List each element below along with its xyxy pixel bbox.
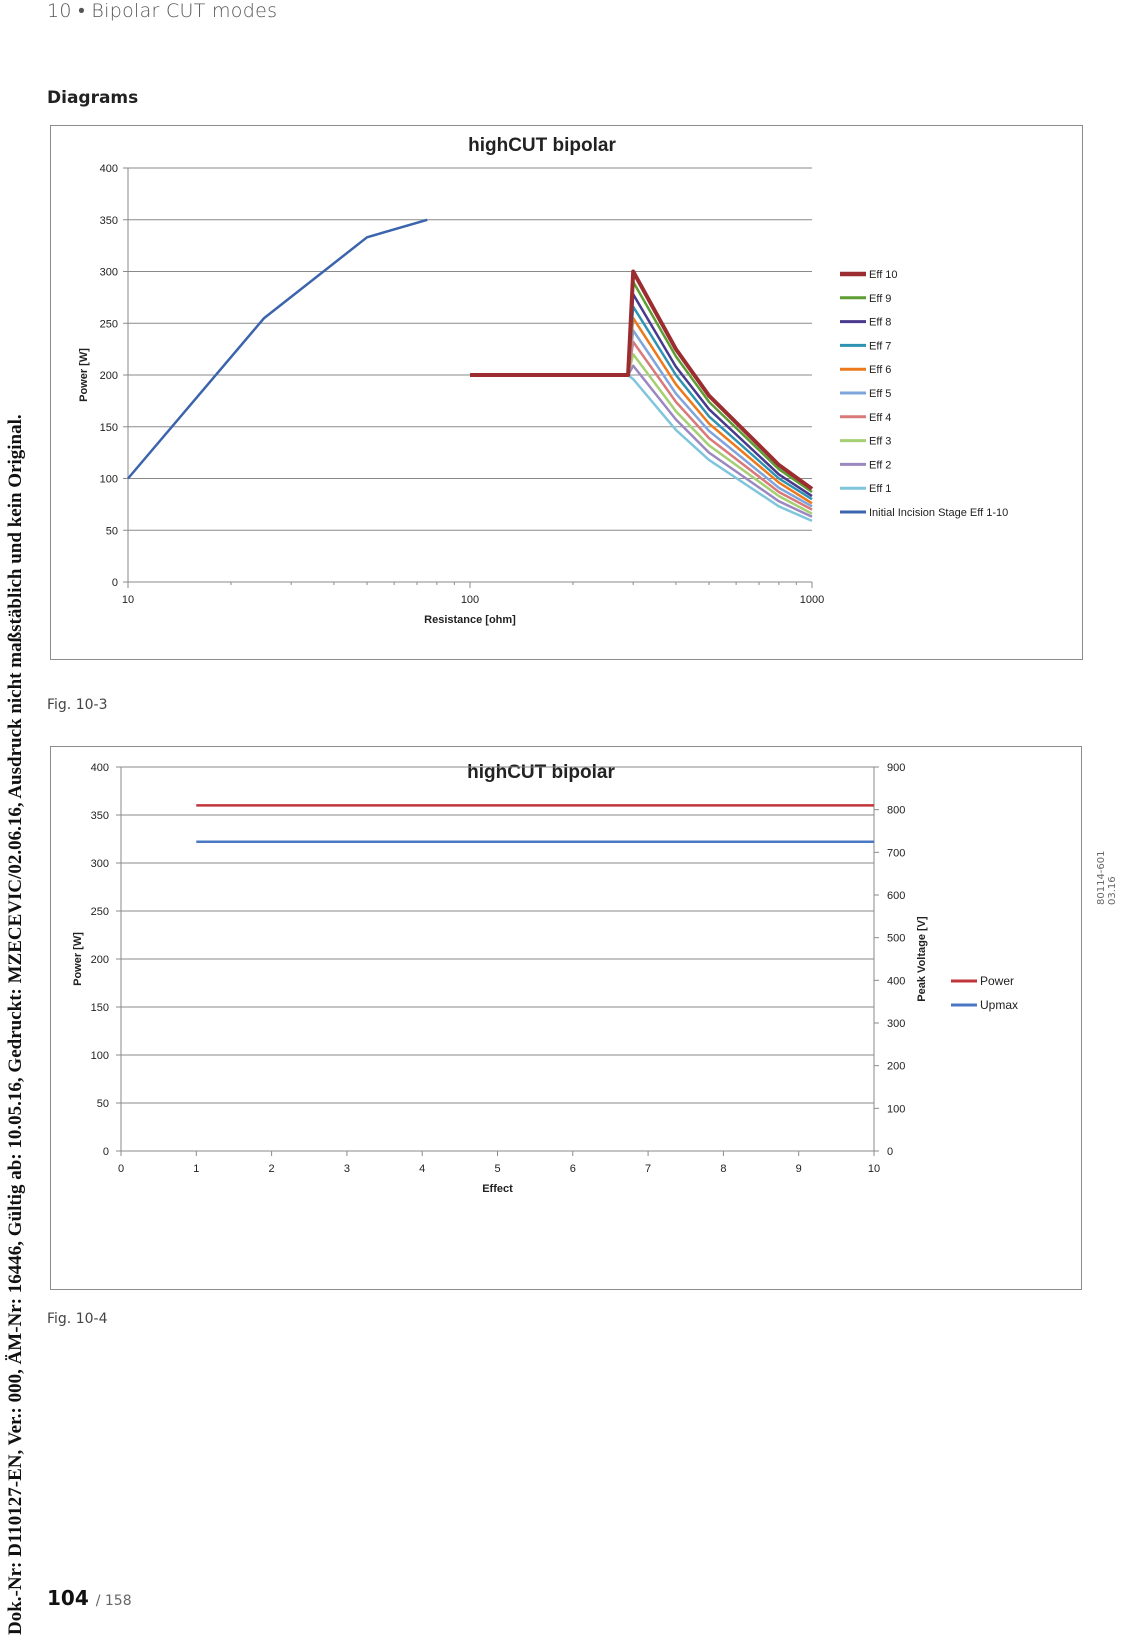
y-tick-label: 100 (99, 473, 118, 486)
y2-tick-label: 600 (887, 890, 906, 902)
x-tick-label: 1000 (799, 594, 825, 606)
y-tick-label: 150 (90, 1002, 109, 1014)
y-tick-label: 200 (99, 370, 118, 382)
legend-label: Eff 5 (869, 388, 892, 400)
chart-title: highCUT bipolar (468, 135, 616, 156)
y-tick-label: 400 (99, 163, 118, 175)
x-tick-label: 6 (569, 1163, 576, 1175)
x-tick-label: 0 (117, 1163, 125, 1175)
figure-caption-10-4: Fig. 10-4 (47, 1311, 108, 1327)
document-code-number: 80114-601 (1096, 850, 1107, 905)
y-tick-label: 400 (90, 762, 109, 774)
x-tick-label: 3 (343, 1163, 350, 1175)
y2-tick-label: 500 (887, 932, 906, 945)
y2-axis-label: Peak Voltage [V] (916, 916, 928, 1002)
y-tick-label: 250 (90, 906, 109, 918)
x-tick-label: 100 (460, 594, 480, 606)
y-tick-label: 50 (96, 1098, 109, 1110)
y-tick-label: 350 (99, 214, 118, 227)
legend-label: Power (980, 974, 1015, 988)
y-tick-label: 50 (105, 525, 118, 538)
figure-caption-10-3: Fig. 10-3 (47, 697, 108, 713)
running-header: 10 • Bipolar CUT modes (47, 0, 278, 22)
series-line-eff-6 (470, 318, 812, 503)
y-tick-label: 350 (90, 810, 109, 822)
x-tick-label: 1 (193, 1163, 200, 1175)
legend-label: Upmax (980, 998, 1019, 1012)
y2-tick-label: 300 (887, 1018, 906, 1030)
chart-power-voltage-vs-effect-plot (51, 747, 1081, 1289)
x-tick-label: 8 (720, 1163, 727, 1175)
y-axis-label: Power [W] (78, 348, 90, 402)
series-line-initial-incision-stage-eff-1-10 (128, 220, 427, 479)
series-line-eff-4 (470, 342, 812, 510)
y-tick-label: 100 (90, 1050, 109, 1062)
chart-power-voltage-vs-effect (50, 746, 1082, 1290)
page-number-total: / 158 (95, 1593, 132, 1609)
document-side-note: Dok.-Nr: D110127-EN, Ver.: 000, ÄM-Nr: 16446, Gültig ab: 10.05.16, Gedruckt: MZECEVIC/02.06.16, Ausdruck nicht maßstäblich und kein Original. (5, 414, 26, 1635)
document-code (1096, 845, 1118, 905)
x-tick-label: 5 (494, 1163, 501, 1175)
y-tick-label: 0 (111, 577, 118, 589)
page-number-current: 104 (47, 1586, 89, 1610)
y-tick-label: 150 (99, 421, 118, 434)
legend-label: Eff 10 (869, 269, 898, 281)
x-tick-label: 9 (795, 1163, 802, 1175)
legend-label: Eff 3 (869, 435, 892, 448)
x-tick-label: 10 (121, 594, 135, 606)
series-line-eff-5 (470, 331, 812, 507)
legend-label: Eff 6 (869, 364, 892, 377)
legend-label: Eff 2 (869, 459, 892, 472)
y-tick-label: 250 (99, 318, 118, 331)
x-tick-label: 2 (268, 1163, 275, 1175)
section-title: Diagrams (47, 88, 139, 108)
document-code-date: 03.16 (1107, 876, 1118, 905)
y2-tick-label: 400 (887, 975, 906, 988)
chart-title: highCUT bipolar (467, 762, 615, 783)
y2-tick-label: 700 (887, 847, 906, 860)
y2-tick-label: 900 (887, 762, 906, 774)
legend-label: Eff 8 (869, 316, 892, 329)
y-axis-label: Power [W] (72, 932, 84, 986)
series-line-eff-7 (470, 307, 812, 500)
y2-tick-label: 800 (887, 804, 906, 817)
x-axis-label: Effect (482, 1183, 513, 1195)
y2-tick-label: 200 (887, 1060, 906, 1073)
y2-tick-label: 100 (887, 1103, 906, 1116)
legend-label: Initial Incision Stage Eff 1-10 (869, 507, 1009, 519)
y-tick-label: 300 (99, 266, 118, 279)
y-tick-label: 0 (102, 1146, 109, 1158)
legend-label: Eff 1 (869, 483, 892, 496)
legend-label: Eff 4 (869, 411, 892, 424)
y-tick-label: 200 (90, 954, 109, 966)
chart-power-vs-resistance (50, 125, 1083, 660)
chart-power-vs-resistance-plot (51, 126, 1082, 659)
legend-label: Eff 9 (869, 292, 892, 305)
y2-tick-label: 0 (887, 1146, 894, 1158)
legend-label: Eff 7 (869, 340, 892, 353)
page-number (47, 1586, 132, 1610)
x-axis-label: Resistance [ohm] (424, 614, 516, 626)
x-tick-label: 7 (645, 1163, 652, 1175)
y-tick-label: 300 (90, 858, 109, 870)
x-tick-label: 4 (419, 1163, 426, 1175)
x-tick-label: 10 (867, 1163, 881, 1175)
